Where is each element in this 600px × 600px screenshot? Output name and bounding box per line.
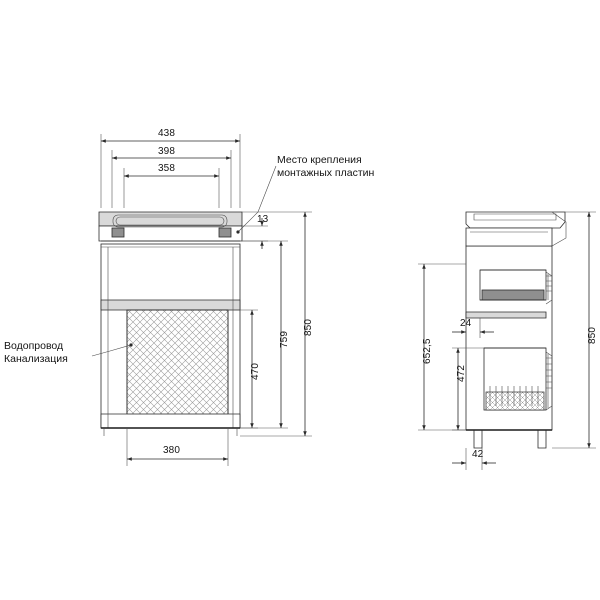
- dim-24-label: 24: [460, 318, 472, 329]
- dim-472-label: 472: [456, 365, 467, 382]
- dim-438-label: 438: [158, 128, 175, 139]
- mounting-plates-note: Место крепления монтажных пластин: [277, 154, 375, 179]
- dim-13-label: 13: [257, 214, 269, 225]
- dim-652-5-label: 652,5: [422, 338, 433, 364]
- dim-759-label: 759: [279, 331, 290, 348]
- dim-42-label: 42: [472, 449, 484, 460]
- dim-850-label: 850: [303, 319, 314, 336]
- dim-358-label: 358: [158, 163, 175, 174]
- dim-398-label: 398: [158, 146, 175, 157]
- dim-470-label: 470: [250, 363, 261, 380]
- dim-380-label: 380: [163, 445, 180, 456]
- plumbing-note: Водопровод Канализация: [4, 340, 68, 365]
- dim-850-side-label: 850: [587, 327, 598, 344]
